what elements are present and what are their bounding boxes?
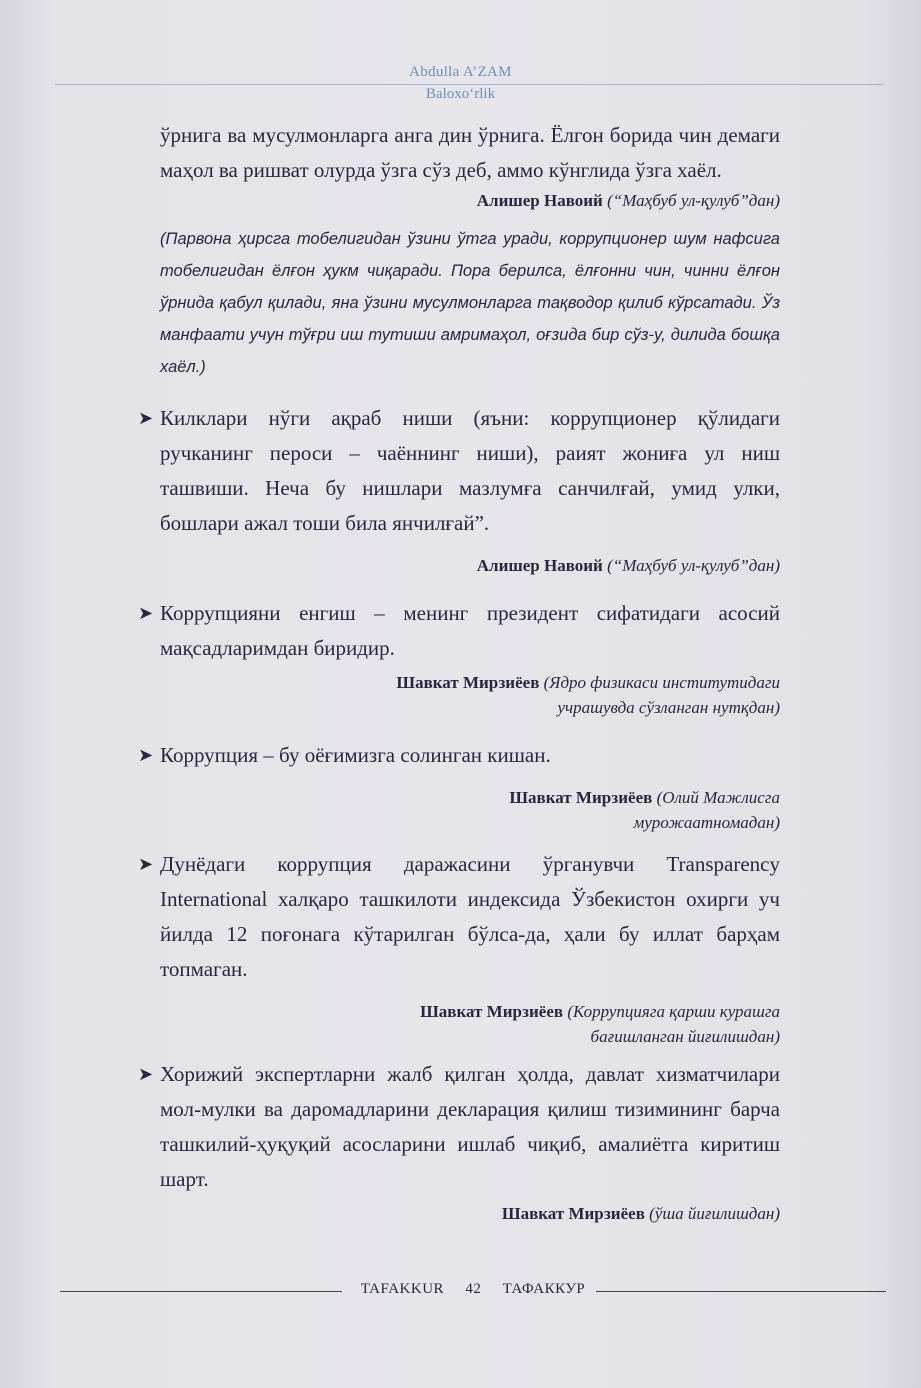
attribution-source: (Ядро физикаси институтидаги [543, 673, 780, 692]
quote-item [138, 847, 780, 987]
attribution-source-cont: мурожаатномадан) [633, 813, 780, 832]
arrow-bullet-icon: ➤ [138, 408, 154, 428]
attribution-source-cont: учрашувда сўзланган нутқдан) [557, 698, 780, 717]
quote-item [138, 1057, 780, 1197]
attribution-author: Алишер Навоий [476, 556, 603, 575]
quote-text: Коррупция – бу оёғимизга солинган кишан. [160, 743, 551, 767]
quote-text: Хорижий экспертларни жалб қилган ҳолда, давлат хизматчилари мол-мулки ва даромадларини декларация қилиш тизимининг барча ташкилий-ҳуқуқий асосларини ишлаб чиқиб, амалиётга киритиш шарт. [160, 1062, 780, 1191]
page-content [138, 118, 780, 1226]
attribution-source: (Олий Мажлисга [656, 788, 780, 807]
running-header-title: Baloxo‘rlik [425, 86, 496, 102]
attribution-source-cont: бағишланган йиғилишдан) [590, 1027, 780, 1046]
footer-left-text: TAFAKKUR [360, 1281, 445, 1297]
intro-attribution [160, 188, 780, 213]
quote-item [138, 596, 780, 666]
attribution-source: (ўша йиғилишдан) [649, 1204, 780, 1223]
attribution-author: Шавкат Мирзиёев [509, 788, 653, 807]
running-header-author: Abdulla A’ZAM [409, 64, 512, 80]
arrow-bullet-icon: ➤ [138, 745, 154, 765]
quote-attribution [160, 1201, 780, 1226]
arrow-bullet-icon: ➤ [138, 1064, 154, 1084]
quote-item [138, 738, 780, 773]
page-number: 42 [465, 1281, 482, 1297]
footer-label [60, 1281, 886, 1298]
quote-attribution [160, 670, 780, 720]
quote-text: Коррупцияни енгиш – менинг президент сифатидаги асосий мақсадларимдан биридир. [160, 601, 780, 660]
attribution-source: (“Маҳбуб ул-қулуб”дан) [607, 556, 780, 575]
quote-text: Килклари нўги ақраб ниши (яъни: коррупционер қўлидаги ручканинг пероси – чаённинг ниши), раият жониға ул ниш ташвиши. Неча бу нишлари мазлумға санчилғай, умид улки, бошлари ажал тоши била янчилғай”. [160, 406, 780, 535]
quote-attribution [160, 785, 780, 835]
attribution-author: Алишер Навоий [476, 191, 603, 210]
quote-attribution [160, 553, 780, 578]
footer-right-text: ТАФАККУР [502, 1281, 586, 1297]
attribution-author: Шавкат Мирзиёев [420, 1002, 564, 1021]
intro-paragraph: ўрнига ва мусулмонларга анга дин ўрнига. Ёлгон борида чин демаги маҳол ва ришват олурда ўзга сўз деб, аммо кўнглида ўзга хаёл. [160, 123, 780, 182]
arrow-bullet-icon: ➤ [138, 603, 154, 623]
header-rule [55, 84, 883, 85]
quote-attribution [160, 999, 780, 1049]
explanatory-note: (Парвона ҳирсга тобелигидан ўзини ўтга уради, коррупционер шум нафсига тобелигидан ёлғон ҳукм чиқаради. Пора берилса, ёлғонни чин, чинни ёлғон ўрнида қабул қилади, яна ўзини мусулмонларга тақводор қилиб кўрсатади. Ўз манфаати учун тўғри иш тутиши амримаҳол, оғзида бир сўз-у, дилида бошқа хаёл.) [160, 230, 780, 376]
attribution-source: (“Маҳбуб ул-қулуб”дан) [607, 191, 780, 210]
quote-text: Дунёдаги коррупция даражасини ўрганувчи Transparency International халқаро ташкилоти индексида Ўзбекистон охирги уч йилда 12 поғонага кўтарилган бўлса-да, ҳали бу иллат барҳам топмаган. [160, 852, 780, 981]
attribution-author: Шавкат Мирзиёев [501, 1204, 645, 1223]
arrow-bullet-icon: ➤ [138, 854, 154, 874]
page-footer [60, 1281, 886, 1301]
attribution-source: (Коррупцияга қарши курашга [567, 1002, 780, 1021]
attribution-author: Шавкат Мирзиёев [396, 673, 540, 692]
quote-item [138, 401, 780, 541]
